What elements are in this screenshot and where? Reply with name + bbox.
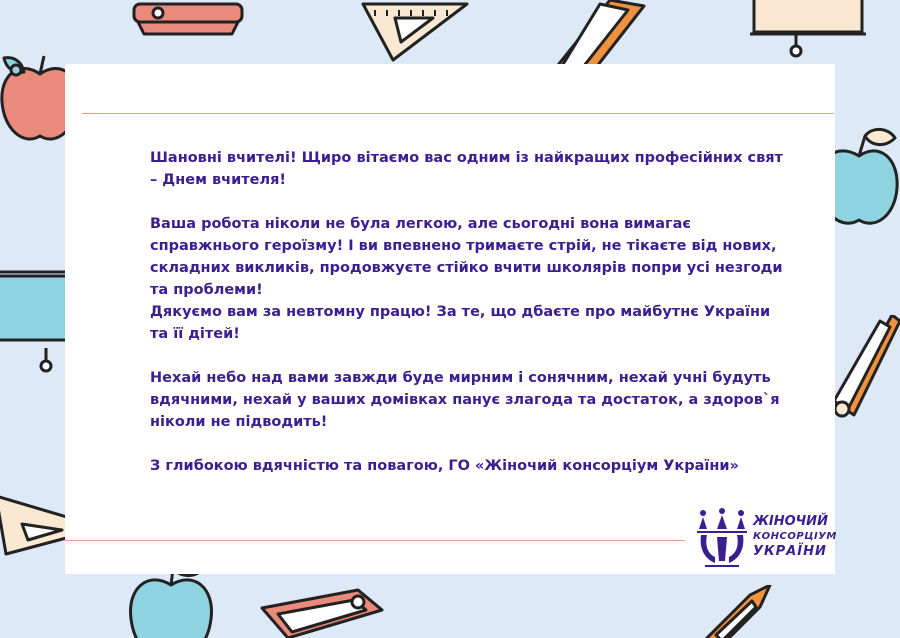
pencil-sharpener-icon: [690, 585, 800, 638]
signature: З глибокою вдячністю та повагою, ГО «Жіночий консорціум України»: [150, 458, 739, 474]
whiteboard-icon: [748, 0, 868, 60]
set-square-icon: [355, 0, 475, 64]
top-divider: [82, 113, 834, 114]
logo-line: ЖІНОЧИЙ: [753, 514, 828, 529]
stapler-icon: [258, 580, 386, 638]
greeting-message: [150, 147, 790, 499]
logo-line: УКРАЇНИ: [753, 544, 827, 559]
greeting-paragraph: Шановні вчителі! Щиро вітаємо вас одним із найкращих професійних свят – Днем вчителя!: [150, 150, 783, 188]
bottom-divider: [65, 540, 685, 541]
logo-emblem-icon: [695, 505, 749, 571]
organization-logo: [695, 505, 835, 573]
logo-wordmark: [753, 514, 837, 559]
greeting-paragraph: Нехай небо над вами завжди буде мирним і сонячним, нехай учні будуть вдячними, нехай у ваших домівках панує злагода та достаток, а здоров`я ніколи не підводить!: [150, 370, 780, 430]
stapler-icon: [128, 0, 248, 40]
greeting-paragraph: Ваша робота ніколи не була легкою, але сьогодні вона вимагає справжнього героїзму! І ви впевнено тримаєте стрій, не тікаєте від нових, складних викликів, продовжуєте стійко вчити школярів попри усі незгоди та проблеми! Дякуємо вам за невтомну працю! За те, що дбаєте про майбутнє України та її дітей!: [150, 216, 783, 342]
logo-line: КОНСОРЦІУМ: [753, 531, 837, 542]
